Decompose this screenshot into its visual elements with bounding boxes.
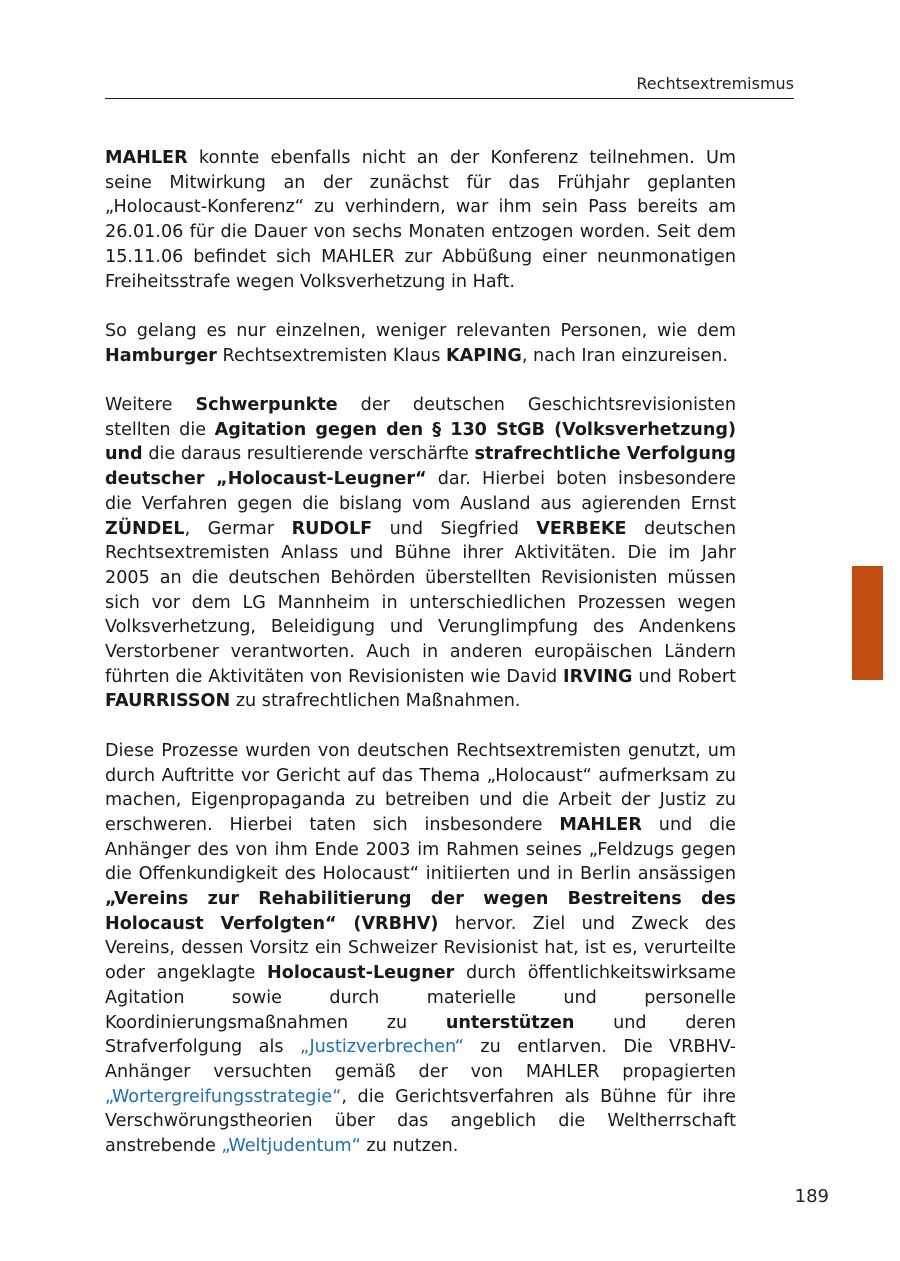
paragraph-2: [105, 319, 736, 368]
bold-text: ZÜNDEL: [105, 518, 185, 539]
glossary-link[interactable]: „Justizverbrechen“: [299, 1037, 464, 1058]
text-run: dar. Hierbei boten insbesondere die Verfahren gegen die bislang vom Ausland aus agierenden Ernst: [105, 469, 736, 514]
chapter-tab-marker: [852, 566, 883, 680]
bold-text: Agitation gegen den § 130 StGB (Volksverhetzung) und: [105, 419, 736, 465]
text-run: die daraus resultierende verschärfte: [142, 444, 475, 465]
bold-text: FAURRISSON: [105, 691, 231, 712]
running-head: Rechtsextremismus: [636, 74, 794, 93]
text-run: durch öffentlichkeitswirksame Agitation sowie durch materielle und personelle Koordinierungsmaßnahmen zu: [105, 963, 736, 1033]
bold-text: „Vereins zur Rehabilitierung der wegen Bestreitens des Holocaust Verfolgten“ (VRBHV): [105, 889, 736, 934]
bold-text: MAHLER: [105, 148, 188, 168]
glossary-link[interactable]: „Wortergreifungsstrategie“: [105, 1086, 342, 1107]
header-rule: [105, 98, 794, 99]
bold-text: KAPING: [445, 345, 522, 366]
text-run: So gelang es nur einzelnen, weniger relevanten Personen, wie dem: [105, 320, 736, 341]
text-run: zu nutzen.: [360, 1136, 459, 1157]
text-run: deutschen Rechtsextremisten Anlass und Bühne ihrer Aktivitäten. Die im Jahr 2005 an die deutschen Behörden überstellten Revisionisten müssen sich vor dem LG Mannheim in unterschiedlichen Prozessen wegen Volksverhetzung, Beleidigung und Verunglimpfung des Andenkens Verstorbener verantworten. Auch in anderen europäischen Ländern führten die Aktivitäten von Revisionisten wie David: [105, 518, 736, 687]
bold-text: RUDOLF: [291, 518, 373, 539]
text-run: der deutschen Geschichtsrevisionisten stellten die: [105, 395, 736, 440]
bold-text: unterstützen: [445, 1012, 575, 1033]
text-run: hervor. Ziel und Zweck des Vereins, dessen Vorsitz ein Schweizer Revisionist hat, ist es, verurteilte oder angeklagte: [105, 913, 737, 984]
paragraph-3: [105, 393, 736, 714]
text-run: und deren Strafverfolgung als: [105, 1012, 737, 1058]
body-text: [105, 146, 736, 1183]
text-run: , nach Iran einzureisen.: [521, 345, 728, 366]
glossary-link[interactable]: „Weltjudentum“: [221, 1136, 361, 1157]
text-run: und die Anhänger des von ihm Ende 2003 im Rahmen seines „Feldzugs gegen die Offenkundigkeit des Holocaust“ initiierten und in Berlin ansässigen: [105, 814, 736, 885]
text-run: und Robert: [632, 666, 736, 687]
text-run: , Germar: [184, 518, 292, 539]
bold-text: IRVING: [563, 666, 633, 687]
paragraph-4: [105, 739, 736, 1159]
bold-text: Hamburger: [105, 345, 217, 366]
bold-text: Holocaust-Leugner: [267, 963, 455, 984]
text-run: , die Gerichtsverfahren als Bühne für ihre Verschwörungstheorien über das angeblich die Weltherrschaft anstrebende: [105, 1086, 736, 1157]
text-run: zu entlarven. Die VRBHV-Anhänger versuchten gemäß der von MAHLER propagierten: [105, 1037, 736, 1082]
text-run: und Siegfried: [372, 518, 537, 539]
bold-text: VERBEKE: [536, 518, 627, 539]
text-run: Weitere: [105, 395, 196, 415]
text-run: konnte ebenfalls nicht an der Konferenz teilnehmen. Um seine Mitwirkung an der zunächst für das Frühjahr geplanten „Holocaust-Konferenz“ zu verhindern, war ihm sein Pass bereits am 26.01.06 für die Dauer von sechs Monaten entzogen worden. Seit dem 15.11.06 befindet sich MAHLER zur Abbüßung einer neunmonatigen Freiheitsstrafe wegen Volksverhetzung in Haft.: [105, 148, 736, 292]
text-run: Diese Prozesse wurden von deutschen Rechtsextremisten genutzt, um durch Auftritte vor Gericht auf das Thema „Holocaust“ aufmerksam zu machen, Eigenpropaganda zu betreiben und die Arbeit der Justiz zu erschweren. Hierbei taten sich insbesondere: [105, 740, 736, 835]
text-run: Rechtsextremisten Klaus: [216, 345, 446, 366]
bold-text: strafrechtliche Verfolgung deutscher „Holocaust-Leugner“: [105, 444, 736, 490]
bold-text: MAHLER: [559, 814, 642, 835]
bold-text: Schwerpunkte: [195, 395, 338, 415]
page-number: 189: [794, 1186, 829, 1207]
paragraph-1: [105, 146, 736, 294]
text-run: zu strafrechtlichen Maßnahmen.: [230, 691, 521, 712]
